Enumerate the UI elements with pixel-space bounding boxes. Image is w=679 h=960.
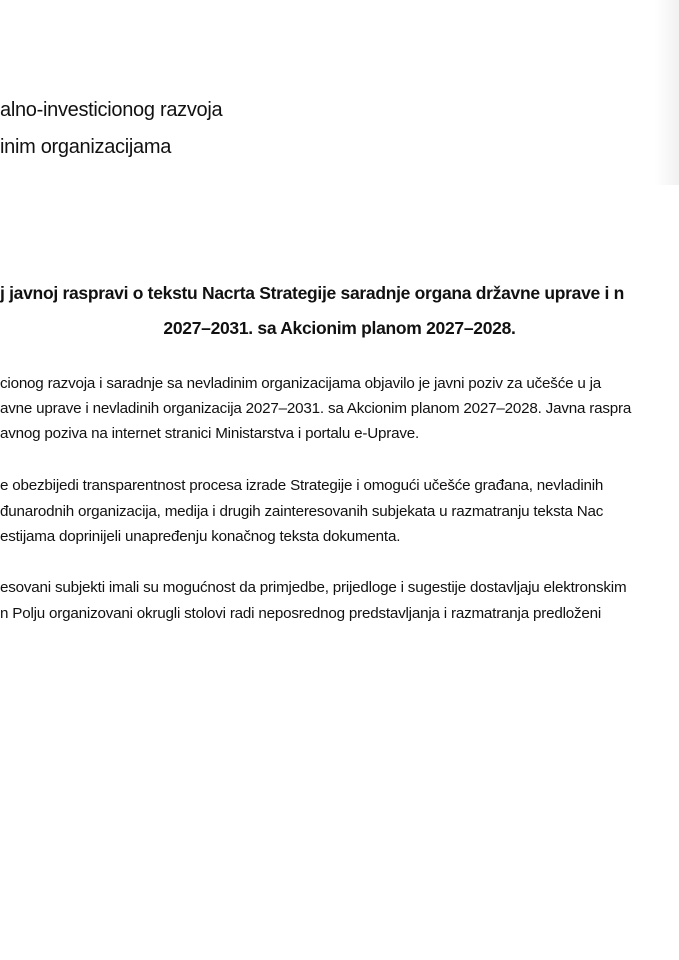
paragraph-3-line-2: n Polju organizovani okrugli stolovi radi neposrednog predstavljanja i razmatranja predloženi [0,605,602,622]
paragraph-3-line-1: esovani subjekti imali su mogućnost da primjedbe, prijedloge i sugestije dostavljaju elektronskim [0,579,627,596]
header-ministry-line: alno-investicionog razvoja [0,99,223,121]
page-edge-shadow [655,0,679,185]
title-line-1: j javnoj raspravi o tekstu Nacrta Strategije saradnje organa državne uprave i n [0,283,625,303]
paragraph-1-line-3: avnog poziva na internet stranici Ministarstva i portalu e-Uprave. [0,425,420,442]
header-organizations-line: inim organizacijama [0,136,172,158]
paragraph-1-line-1: cionog razvoja i saradnje sa nevladinim organizacijama objavilo je javni poziv za učešće u ja [0,375,602,392]
paragraph-1-line-2: avne uprave i nevladinih organizacija 2027–2031. sa Akcionim planom 2027–2028. Javna raspra [0,400,632,417]
paragraph-2-line-3: estijama doprinijeli unapređenju konačnog teksta dokumenta. [0,528,401,545]
title-line-2: 2027–2031. sa Akcionim planom 2027–2028. [163,318,516,338]
paragraph-2-line-1: e obezbijedi transparentnost procesa izrade Strategije i omogući učešće građana, nevladinih [0,477,604,494]
paragraph-2-line-2: đunarodnih organizacija, medija i drugih zainteresovanih subjekata u razmatranju teksta Nac [0,503,604,520]
